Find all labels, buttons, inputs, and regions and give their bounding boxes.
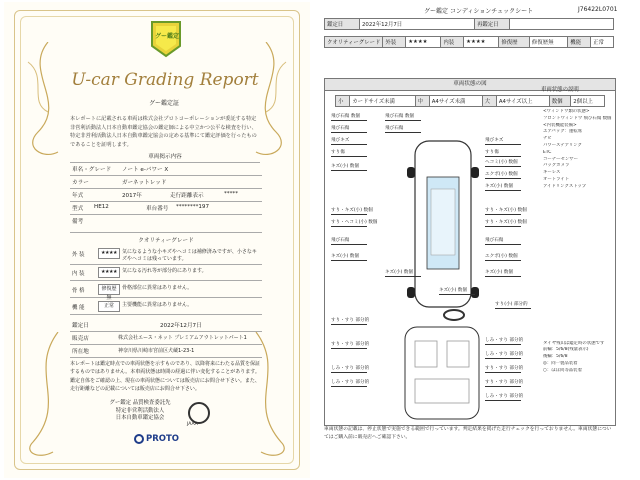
function-value: 正常	[591, 37, 614, 48]
condition-tag-underline	[331, 324, 367, 325]
scale-small: 小	[336, 96, 350, 107]
scale-medium-desc: A4サイズ未満	[429, 96, 482, 107]
condition-tag: 飛び石傷	[485, 238, 504, 243]
value-date: 2022年12月7日	[160, 323, 202, 329]
condition-tag: すり・キズ(小) 数個	[331, 208, 373, 213]
scale-count-desc: 2個以上	[571, 96, 605, 107]
section-title: 車両掲示内容	[70, 152, 260, 163]
condition-tag-underline	[495, 308, 531, 309]
label-model: 型式	[72, 206, 84, 212]
condition-tag: 飛び石傷 数個	[385, 114, 415, 119]
right-note-line: <ウィンドウ類の状態>	[543, 109, 590, 114]
right-note-line: ○：ほぼ同等品装着	[543, 367, 582, 373]
wheel-rear-left-icon	[407, 287, 415, 298]
condition-tag-underline	[485, 190, 521, 191]
condition-tag: エクボ(小) 数個	[485, 172, 518, 177]
condition-tag-underline	[485, 144, 521, 145]
condition-tag: すり・すり 部分的	[331, 342, 370, 347]
value-chassis: ********197	[176, 204, 210, 210]
steering-wheel-icon	[443, 309, 465, 321]
condition-tag-underline	[485, 344, 521, 345]
car-top-view-icon	[407, 139, 479, 309]
grade-value-interior: ★★★★	[98, 267, 120, 278]
state-title: 車両状態の図	[325, 79, 615, 91]
ornament-bottom-left-icon	[18, 332, 78, 462]
condition-tag-underline	[331, 372, 367, 373]
right-note-line: タイヤ残山は鑑定時の状態です	[543, 340, 605, 346]
condition-tag-underline	[485, 400, 521, 401]
condition-tag: しみ・すり 部分的	[485, 338, 524, 343]
quality-grade-heading: クオリティーグレード	[138, 238, 194, 244]
condition-tag: キズ(小) 数個	[331, 164, 359, 169]
row-date	[70, 318, 262, 332]
condition-tag: すり・キズ(小) 数個	[485, 220, 527, 225]
condition-tag: しみ・すり 部分的	[485, 352, 524, 357]
scale-small-desc: カードサイズ未満	[350, 96, 415, 107]
condition-tag-underline	[485, 260, 521, 261]
label-year: 年式	[72, 193, 84, 199]
condition-tag: エクボ(小) 数個	[485, 254, 518, 259]
condition-tag-underline	[485, 214, 521, 215]
grade-desc-frame: 骨格部位に異常はありません。	[122, 285, 193, 291]
right-notes	[543, 109, 613, 375]
scale-large-desc: A4サイズ以上	[496, 96, 549, 107]
right-note-line: フロントウィンドウ 飛び石傷 数個	[543, 115, 612, 121]
condition-tag-underline	[485, 358, 521, 359]
condition-tag: すり傷	[485, 150, 499, 155]
explain-title: 車両状態の説明	[541, 87, 579, 93]
condition-tag-underline	[331, 244, 367, 245]
label-notes: 備考	[72, 219, 84, 225]
proto-logo-icon	[134, 434, 144, 444]
jaaa-emblem-icon	[188, 402, 210, 424]
condition-tag: 飛びキズ	[331, 138, 350, 143]
right-note-line: バックカメラ	[543, 163, 570, 169]
wheel-rear-right-icon	[471, 287, 479, 298]
interior-stars: ★★★★	[464, 37, 499, 48]
scale-large: 大	[482, 96, 496, 107]
footer-note: 本レポートは鑑定時点での車両状態を示すものであり、以降将来にわたる品質を保証するものではありません。本車両状態は時間の経過に伴い変化することがあります。鑑定自体をご確認の上、現在の車両状態については販売店にお問合せ下さい。また、走行距離などの記載については販売店にお問合せ下さい。	[70, 361, 261, 392]
certificate-title: U-car Grading Report	[71, 70, 259, 90]
label-dealer: 販売店	[72, 336, 89, 342]
condition-tag-underline	[331, 132, 367, 133]
grade-row-interior	[70, 265, 262, 281]
condition-tag-underline	[331, 260, 367, 261]
bottom-note: 車両状態の記載は、停止状態で実施できる範囲で行っています。判定結果を掲げた走行チェックを行っておりません。車両状態についてはご購入前に販売店へご確認下さい。	[324, 427, 612, 440]
logo-text: グー鑑定	[155, 33, 180, 40]
grade-label-exterior: 外 装	[72, 252, 85, 258]
date-label: 鑑定日	[325, 19, 360, 30]
right-note-line: 前輪：5/6/8(残量表示)	[543, 347, 589, 353]
condition-tag: 飛び石傷	[331, 238, 350, 243]
grade-row-exterior	[70, 246, 262, 265]
right-note-line: キーレス	[543, 170, 561, 176]
condition-tag: すり傷	[331, 150, 345, 155]
issuer-block	[100, 400, 180, 423]
condition-tag: キズ(小) 数個	[439, 288, 467, 293]
grade-label-frame: 骨 格	[72, 288, 85, 294]
condition-tag-underline	[485, 386, 521, 387]
proto-brand: PROTO	[146, 434, 180, 444]
right-note-line: ナビ	[543, 136, 552, 142]
condition-tag: 飛び石傷	[385, 126, 404, 131]
label-mileage: 走行距離表示	[170, 193, 204, 199]
condition-tag: すり・キズ(小) 数個	[485, 208, 527, 213]
condition-tag-underline	[385, 120, 421, 121]
scale-table	[335, 95, 605, 107]
grade-label-interior: 内 装	[72, 271, 85, 277]
certificate-intro: 本レポートに記載される車両は株式会社プロトコーポレーションが委託する特定非営利活動法人日本自動車鑑定協会の鑑定師による中立かつ公平な検査を行い、特定非営利活動法人日本自動車鑑定協会の定める基準にて鑑定評価を行ったものであることを証明します。	[70, 116, 257, 148]
condition-tag: すり・すり 部分的	[485, 380, 524, 385]
condition-tag-underline	[331, 170, 367, 171]
doc-id: J76422L0701	[578, 6, 618, 13]
condition-tag-underline	[331, 386, 367, 387]
right-note-line: アイドリングストップ	[543, 183, 587, 189]
condition-tag: しみ・すり 部分的	[331, 380, 370, 385]
recheck-label: 再鑑定日	[475, 19, 510, 30]
condition-tag-underline	[331, 226, 367, 227]
right-note-line: エアバッグ：運転席	[543, 129, 583, 135]
condition-tag: すり(小) 部分的	[495, 302, 528, 307]
row-dealer	[70, 331, 262, 345]
row-notes	[70, 214, 262, 233]
value-year: 2017年	[122, 193, 142, 199]
row-car-name	[70, 162, 262, 176]
value-location: 神奈川県川崎市宮前区犬蔵1-23-1	[118, 348, 195, 354]
condition-tag-underline	[331, 144, 367, 145]
condition-tag-underline	[485, 244, 521, 245]
right-note-line: 後輪：5/6/8	[543, 354, 568, 360]
condition-tag: キズ(小) 数個	[485, 184, 513, 189]
condition-tag: キズ(小) 数個	[385, 270, 413, 275]
right-note-line: オートライト	[543, 176, 570, 182]
grade-desc-exterior: 気になるような小キズやヘコミは補修済みですが、小さなキズやヘコミは残っています。	[122, 249, 257, 262]
wheel-front-right-icon	[471, 167, 479, 178]
condition-tag: キズ(小) 数個	[485, 270, 513, 275]
row-year	[70, 188, 262, 202]
condition-tag: キズ(小) 数個	[331, 254, 359, 259]
condition-tag-underline	[439, 294, 475, 295]
value-car-name: ノート e-パワー X	[122, 167, 169, 173]
ornament-left-icon	[18, 42, 78, 162]
sheet-title: グー鑑定 コンディションチェックシート	[424, 8, 534, 15]
value-mileage: *****	[224, 191, 238, 197]
function-label: 機能	[568, 37, 591, 48]
value-model: HE12	[94, 204, 109, 210]
condition-tag: すり・ヘコミ(小) 数個	[331, 220, 378, 225]
condition-tag: しみ・すり 部分的	[331, 366, 370, 371]
condition-tag-underline	[331, 156, 367, 157]
date-value: 2022年12月7日	[360, 19, 475, 30]
condition-tag-underline	[331, 214, 367, 215]
condition-tag: しみ・すり 部分的	[485, 394, 524, 399]
issuer-line-1: グー鑑定 品質検査委託先	[109, 400, 171, 406]
row-color	[70, 175, 262, 189]
right-note-line: コーナーセンサー	[543, 156, 579, 162]
exterior-stars: ★★★★	[406, 37, 441, 48]
goo-kantei-logo	[148, 20, 184, 58]
right-note-line: <内装機能装備>	[543, 122, 577, 128]
vehicle-state-diagram	[324, 78, 616, 426]
label-color: カラー	[72, 180, 89, 186]
grade-desc-engine: 主要機能に異常はありません。	[122, 302, 193, 308]
certificate-panel	[4, 2, 310, 478]
recheck-value	[510, 19, 614, 30]
grade-value-exterior: ★★★★	[98, 248, 120, 259]
condition-tag-underline	[485, 166, 521, 167]
jaaa-label: JAAA	[187, 422, 198, 427]
condition-tag: 飛び石傷 数個	[331, 114, 361, 119]
condition-tag-underline	[485, 276, 521, 277]
label-chassis: 車台番号	[146, 206, 169, 212]
condition-tag-underline	[485, 178, 521, 179]
condition-tag: すり・すり 部分的	[331, 318, 370, 323]
value-dealer: 株式会社エース・ネット プレミアムアウトレットパート1	[118, 335, 247, 341]
condition-tag: ヘコミ(小) 数個	[485, 160, 518, 165]
grade-row-frame	[70, 282, 262, 301]
row-model	[70, 201, 262, 215]
quality-label: クオリティーグレード	[325, 37, 383, 48]
grade-label-engine: 機 能	[72, 305, 85, 311]
scale-count: 数個	[549, 96, 571, 107]
repair-label: 修復歴	[499, 37, 530, 48]
date-table	[324, 18, 614, 30]
row-location	[70, 344, 262, 358]
condition-tag: 飛び石傷	[331, 126, 350, 131]
grade-row-engine	[70, 299, 262, 315]
exterior-label: 外装	[383, 37, 406, 48]
car-interior-view-icon	[401, 325, 483, 421]
condition-tag-underline	[485, 156, 521, 157]
right-note-line: ◎：同一製品装着	[543, 360, 578, 366]
grade-value-engine: 正常	[98, 301, 120, 312]
issuer-line-2: 特定非営利活動法人	[115, 407, 165, 414]
label-location: 所在地	[72, 349, 89, 355]
condition-tag-underline	[331, 120, 367, 121]
quality-table	[324, 36, 614, 48]
scale-medium: 中	[415, 96, 429, 107]
repair-value: 修復歴無	[529, 37, 567, 48]
wheel-front-left-icon	[407, 167, 415, 178]
condition-tag-underline	[485, 372, 521, 373]
certificate-subtitle: グー鑑定証	[148, 100, 179, 107]
right-note-line: ETC	[543, 149, 552, 155]
condition-tag-underline	[485, 226, 521, 227]
issuer-line-3: 日本自動車鑑定協会	[115, 415, 165, 421]
condition-tag-underline	[385, 132, 421, 133]
condition-tag-underline	[385, 276, 421, 277]
value-color: ガーネットレッド	[122, 180, 167, 186]
label-car-name: 車名・グレード	[72, 167, 112, 173]
interior-label: 内装	[441, 37, 464, 48]
right-note-line: パワーステアリング	[543, 142, 582, 148]
condition-tag: 飛びキズ	[485, 138, 504, 143]
condition-tag-underline	[331, 348, 367, 349]
grade-value-frame: 修復歴 無	[98, 284, 120, 295]
condition-tag: すり・すり 部分的	[485, 366, 524, 371]
grade-desc-interior: 気になる汚れ等が部分的にあります。	[122, 268, 207, 274]
label-date: 鑑定日	[72, 323, 89, 329]
